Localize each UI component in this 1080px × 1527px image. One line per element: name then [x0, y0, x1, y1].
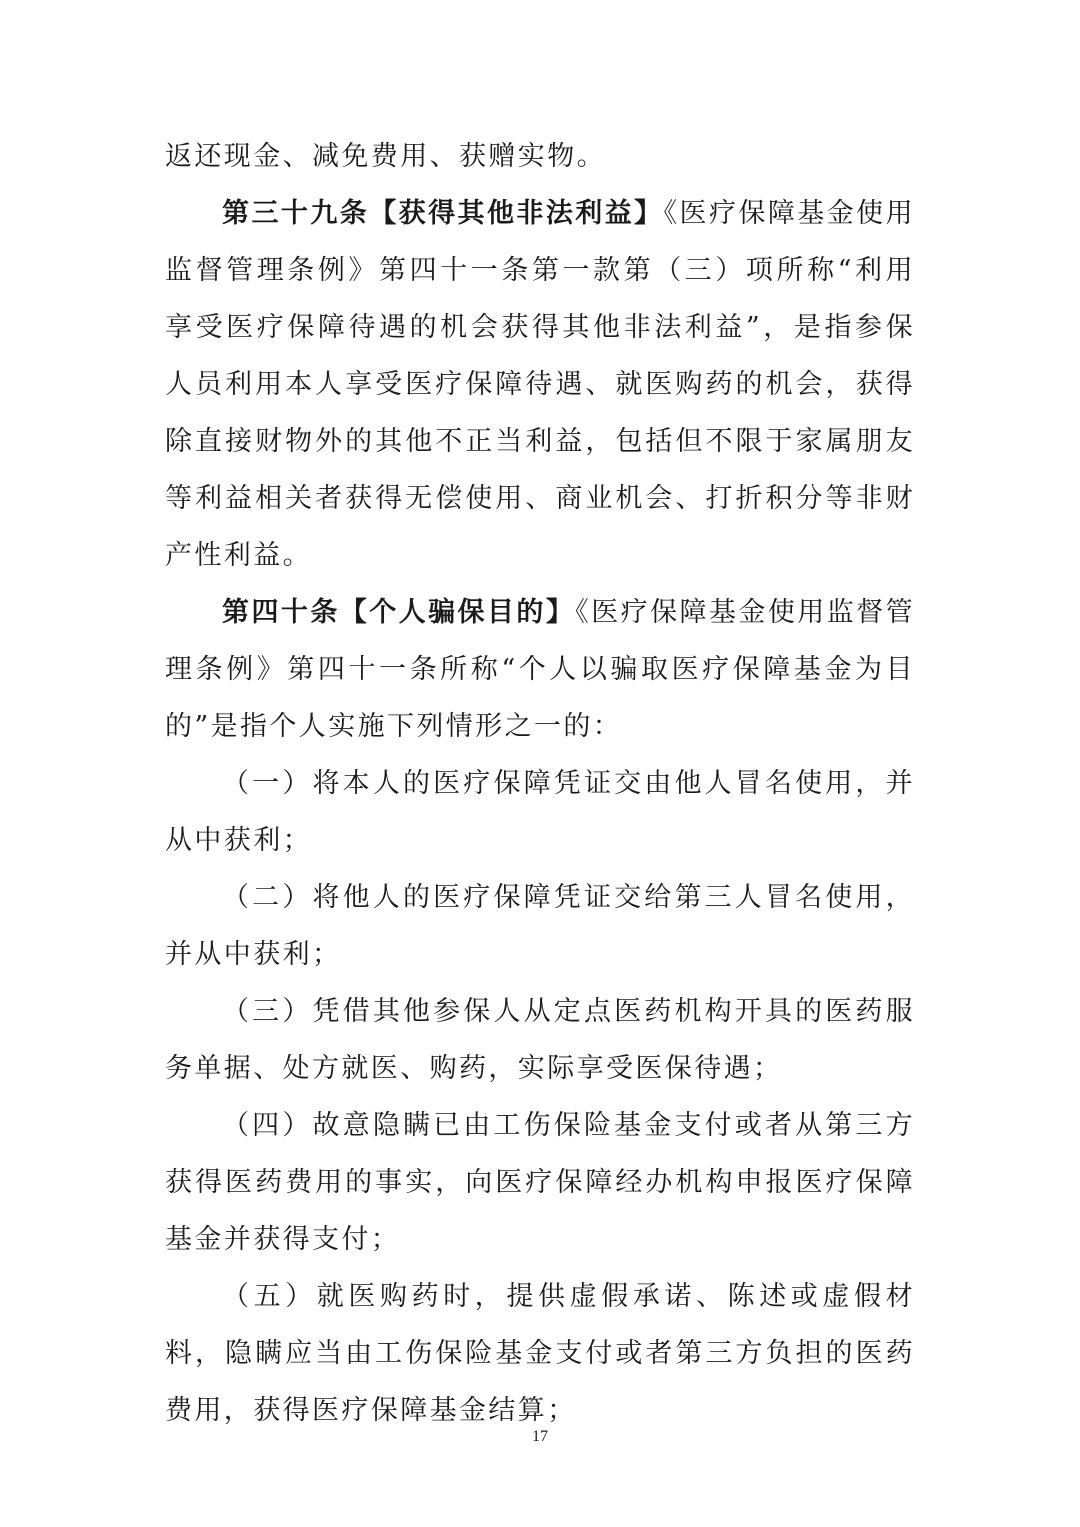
- intro-line: 返还现金、减免费用、获赠实物。: [165, 141, 606, 172]
- article-40-body: 《医疗保障基金使用监督管理条例》第四十一条所称“个人以骗取医疗保障基金为目的”是指个人实施下列情形之一的：: [165, 597, 915, 742]
- document-page: [165, 128, 915, 1439]
- list-item-2: （二）将他人的医疗保障凭证交给第三人冒名使用，并从中获利；: [165, 882, 915, 970]
- list-item-3: （三）凭借其他参保人从定点医药机构开具的医药服务单据、处方就医、购药，实际享受医保待遇；: [165, 996, 915, 1084]
- list-item-4: （四）故意隐瞒已由工伤保险基金支付或者从第三方获得医药费用的事实，向医疗保障经办机构申报医疗保障基金并获得支付；: [165, 1110, 915, 1255]
- article-39-body: 《医疗保障基金使用监督管理条例》第四十一条第一款第（三）项所称“利用享受医疗保障待遇的机会获得其他非法利益”，是指参保人员利用本人享受医疗保障待遇、就医购药的机会，获得除直接财物外的其他不正当利益，包括但不限于家属朋友等利益相关者获得无偿使用、商业机会、打折积分等非财产性利益。: [165, 198, 916, 571]
- article-39-heading: 第三十九条【获得其他非法利益】: [222, 198, 664, 229]
- page-number: 17: [532, 1428, 548, 1445]
- list-item-5: （五）就医购药时，提供虚假承诺、陈述或虚假材料，隐瞒应当由工伤保险基金支付或者第三方负担的医药费用，获得医疗保障基金结算；: [165, 1281, 915, 1426]
- article-40: [165, 584, 915, 755]
- article-40-heading: 第四十条【个人骗保目的】: [222, 597, 576, 628]
- article-39: [165, 185, 915, 584]
- list-item-1: （一）将本人的医疗保障凭证交由他人冒名使用，并从中获利；: [165, 768, 915, 856]
